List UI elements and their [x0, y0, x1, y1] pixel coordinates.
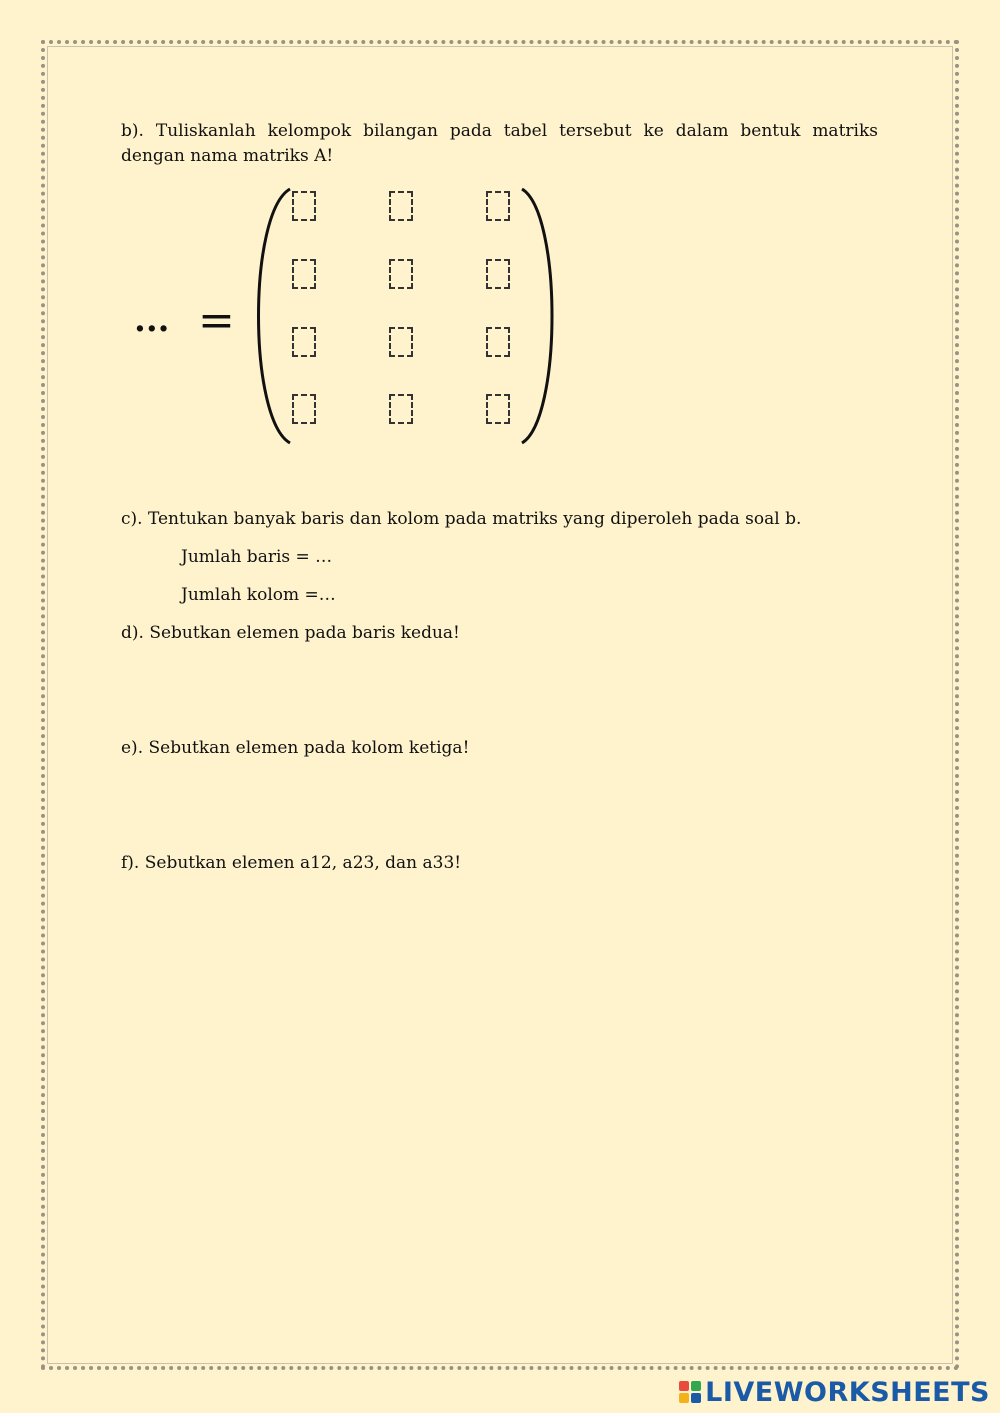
liveworksheets-logo [679, 1377, 990, 1407]
matrix-cell-input[interactable] [292, 327, 316, 357]
equals-sign: = [198, 295, 235, 346]
logo-square [679, 1381, 689, 1391]
matrix-cell-input[interactable] [486, 191, 510, 221]
logo-square [691, 1393, 701, 1403]
answer-rows: Jumlah baris = … [181, 547, 333, 567]
matrix-cell-input[interactable] [486, 259, 510, 289]
question-c: c). Tentukan banyak baris dan kolom pada matriks yang diperoleh pada soal b. [121, 509, 802, 529]
brand-name: LIVEWORKSHEETS [705, 1376, 990, 1408]
matrix-cell-input[interactable] [389, 259, 413, 289]
matrix-cell-input[interactable] [389, 327, 413, 357]
matrix-cell-input[interactable] [486, 394, 510, 424]
matrix-figure [130, 183, 560, 449]
matrix-cell-input[interactable] [292, 191, 316, 221]
right-parenthesis [522, 189, 552, 443]
question-e: e). Sebutkan elemen pada kolom ketiga! [121, 738, 470, 758]
matrix-cell-input[interactable] [486, 327, 510, 357]
matrix-cell-input[interactable] [389, 394, 413, 424]
answer-cols: Jumlah kolom =… [181, 585, 336, 605]
left-parenthesis [259, 189, 291, 443]
question-b: b). Tuliskanlah kelompok bilangan pada tabel tersebut ke dalam bentuk matriks dengan nama matriks A! [121, 121, 878, 166]
matrix-cell-input[interactable] [292, 394, 316, 424]
question-f: f). Sebutkan elemen a12, a23, dan a33! [121, 853, 462, 873]
question-d: d). Sebutkan elemen pada baris kedua! [121, 623, 460, 643]
logo-square [679, 1393, 689, 1403]
matrix-name-placeholder: ... [134, 300, 170, 340]
logo-square [691, 1381, 701, 1391]
matrix-cell-input[interactable] [292, 259, 316, 289]
matrix-cell-input[interactable] [389, 191, 413, 221]
logo-mark-icon [679, 1381, 701, 1403]
